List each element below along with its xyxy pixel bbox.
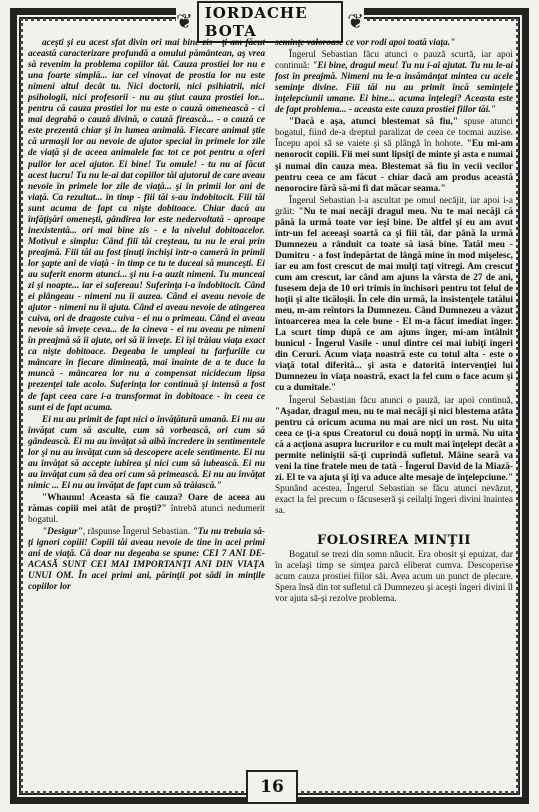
griffin-right-icon: ❦ — [347, 11, 364, 33]
paragraph: "Whauuu! Aceasta să fie cauza? Oare de aceea au rămas copiii mei atât de proşti?" întrebă atunci nedumerit bogatul. — [28, 492, 265, 526]
paragraph: Ei nu au primit de fapt nici o învăţătură umană. Ei nu au învăţat cum să asculte, cum să vorbească, ori cum să gândească. Ei nu au învăţat să aibă încredere în sentimentele lor şi nu au învăţat cum să descopere acele sentimente. Ei nu au învăţat să accepte iubirea şi nici cum să iubească. Ei nu au învăţat cum să dea ori cum să primească. Ei nu au învăţat nimic ... Ei nu au învăţat de fapt cum să trăiască." — [28, 414, 265, 491]
left-column — [28, 38, 265, 756]
paragraph: Îngerul Sebastian făcu atunci o pauză scurtă, iar apoi continuă: "Ei bine, dragul meu! Tu nu i-ai ajutat. Tu nu le-ai fost în preajmă. Nimeni nu le-a însămânţat mintea cu acele seminţe divine. Fiii tăi nu au primit încă seminţele înţelepciunii umane. Ei bine... acuma înţelegi? Aceasta este de fapt problema... - aceasta este cauza prostiei fiilor tăi." — [275, 50, 513, 116]
right-column — [275, 38, 513, 756]
griffin-left-icon: ❦ — [176, 11, 193, 33]
paragraph: aceşti şi eu acest sfat divin ori mai bine zis - ţi-am făcut această caracterizare profundă a omului pământean, aş vrea să revenim la problema copiilor tăi. Cauza prostiei lor nu e una foarte simplă... iar cel vinovat de prostia lor nu este nimeni altul decât tu. Nici doctorii, nici psihiatrii, nici psihologii, nici profesorii - nu au ştiut cauza prostiei lor... pentru că cauza prostiei lor nu este o cauză omenească - ci mai degrabă o cauză divină, o cauză firească... - o cauză ce este prezentă chiar şi în lumea animală. Fiecare animal ştie că urmaşii lor au nevoie de ajutor special în primele lor zile de viaţă şi de aceea animalele fac tot ce pot pentru a oferi puilor lor acel ajutor. Ei bine! Tu omule! - tu nu ai făcut acest lucru! Tu nu le-ai dat copiilor tăi ajutorul de care aveau nevoie în primele lor zile de viaţă... şi în primii lor ani de viaţă. Ca rezultat... în timp - fiii tăi s-au îndobitocit. Fiii tăi sunt acuma de fapt ca nişte dobitoace. Chiar dacă au înfăţişări omeneşti, gândirea lor este nedezvoltată - aproape inexistentă... ori mai bine zis - e la nivelul dobitoacelor. Motivul e simplu: Când fiii tăi creşteau, tu nu le erai prin preajmă. Fiii tăi au fost ţinuţi închişi într-o cameră în primii lor şapte ani de viaţă - în timp ce tu te duceai să munceşti. Ei au suferit enorm atunci... şi nu i-a auzit nimeni. Tu munceai zi şi noapte... iar ei sufereau! Suferinţa i-a îndobitocit. Când ei plângeau - nimeni nu îi auzea. Când ei aveau nevoie de ajutor - nimeni nu îi ajuta. Când ei aveau nevoie de atingerea cuiva, ori de dragoste cuiva - ei nu o primeau. Când ei aveau nevoie să învețe ceva... de la cineva - ei nu aveau pe nimeni în preajmă să îi ajute, ori să îi învețe. Ei își trăiau viaţa exact ca nişte dobitoace. Degeaba le umpleai tu farfuriile cu mâncare în fiecare dimineaţă, mai înainte de a te duce la muncă - mâncarea lor nu a compensat nicidecum lipsa prezenţei tale acolo. Suferinţa lor continuă şi intensă a fost de fapt ceea care i-a transformat în dobitoace - în ceea ce sunt ei de fapt acuma. — [28, 38, 265, 413]
section-title: FOLOSIREA MINŢII — [316, 533, 471, 549]
paragraph: Îngerul Sebastian făcu atunci o pauză, iar apoi continuă, "Aşadar, dragul meu, nu te mai necăji şi nici blestema atâta pentru că oricum acuma nu mai are nici un rost. Nu uita ceea ce ţi-a spus Creatorul cu două nopţi în urmă. Nu uita că a acţiona asupra lucrurilor e cu mult mai înţelept decât a permite neliniştii să-ţi cuprindă sufletul. Mâine seară va veni la tine fratele meu de tată - Îngerul David de la Miază-zi. El te va ajuta şi îţi va aduce alte mesaje de înţelepciune." Spunând acestea, Îngerul Sebastian se făcu atunci nevăzut, exact la fel precum o făcuseseră şi ceilalţi îngeri divini înaintea sa. — [275, 395, 513, 516]
paragraph: Îngerul Sebastian l-a ascultat pe omul necăjit, iar apoi i-a grăit: "Nu te mai necăji dragul meu. Nu te mai necăji că până la urmă toate vor ieşi bine. De altfel şi eu am avut într-un fel aceeaşi soartă ca şi fiii tăi, dar până la urmă Dumnezeu a rânduit ca toate să iasă bine. Tatăl meu - Dumitru - a fost îndepărtat de lângă mine în mod mişelesc, iar eu am fost crescut de mai mulţi taţi vitregi. Am crescut cum am crescut, iar când am ajuns la vârsta de 27 de ani, fusesem deja de 10 ori trimis în închisori pentru tot felul de hoţii şi alte ticăloşii. În cele din urmă, la insistenţele tatălui meu, m-am reîntors la Dumnezeu. Când Dumnezeu a văzut întoarcerea mea la cele bune - El m-a făcut imediat înger. La scurt timp după ce am ajuns înger, mi-am întâlnit bunicul - Îngerul Vasile - unul dintre cei mai iubiţi îngeri din Ceruri. Acum viaţa noastră este cu totul alta - este o viaţă total diferită... şi asta e datorită intervenţiei lui Dumnezeu în viaţa noastră, exact la fel cum o face acum şi cu a dumitale." — [275, 195, 513, 394]
paragraph: Bogatul se trezi din somn năucit. Era obosit şi epuizat, dar în acelaşi timp se simţea parcă eliberat cumva. Descoperise acum cauza prostiei fiilor săi. Avea acum un punct de plecare. Spera însă din tot sufletul că Dumnezeu şi aceşti îngeri divini îl vor ajuta să-şi rezolve problema. — [275, 550, 513, 605]
paragraph: seminţe valoroase ce vor rodi apoi toată viaţa." — [275, 38, 456, 48]
page-header — [176, 4, 364, 40]
paragraph: "Desigur", răspunse Îngerul Sebastian. "Tu nu trebuia să-ţi ignori copiii! Copiii tăi aveau nevoie de tine în acei primi ani de viaţă. Că doar nu degeaba se spune: CEI 7 ANI DE-ACASĂ SUNT CEI MAI IMPORTANŢI ANI DIN VIAŢA UNUI OM. În acei primi ani, părinţii pot sădi în minţile copiilor lor — [28, 527, 265, 593]
paragraph: "Dacă e aşa, atunci blestemat să fiu," spuse atunci bogatul, fiind de-a dreptul paralizat de ceea ce tocmai auzise. Începu apoi să se vaiete şi să plângă în hohote. "Eu mi-am nenorocit copiii. Fii mei sunt lipsiţi de minte şi asta e numai şi numai din cauza mea. Blestemat să fiu în vecii vecilor pentru ceea ce am făcut - chiar dacă am produs această nenorocire fără să-mi fi dat măcar seama." — [275, 117, 513, 194]
header-title: IORDACHE BOTA — [197, 1, 343, 43]
page-number: 16 — [246, 770, 298, 804]
